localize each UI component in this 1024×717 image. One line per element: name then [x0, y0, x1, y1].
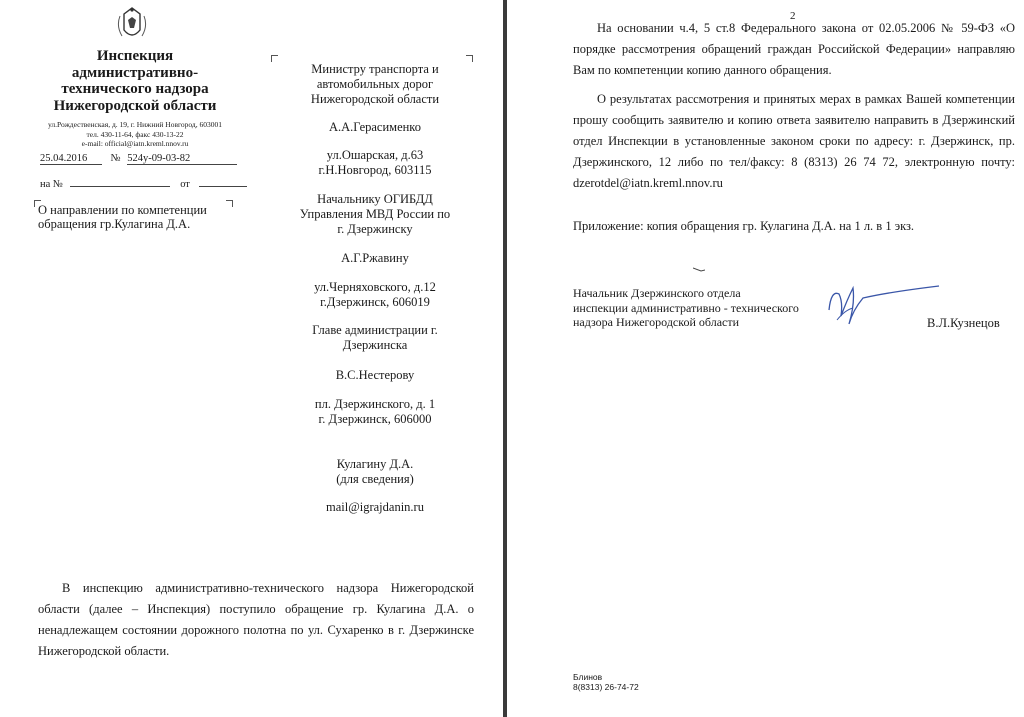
executor-info: Блинов 8(8313) 26-74-72: [573, 672, 639, 692]
signer-name: В.Л.Кузнецов: [927, 316, 1000, 330]
organization-name: Инспекция административно- технического надзора Нижегородской области: [53, 48, 217, 114]
signer-title: Начальник Дзержинского отдела инспекции административно - технического надзора Нижегородской области: [573, 286, 799, 329]
recipient-block-4: Кулагину Д.А. (для сведения): [336, 457, 414, 486]
registration-no-label: №: [110, 153, 121, 164]
recipient-address-2: ул.Черняховского, д.12 г.Дзержинск, 606019: [314, 280, 436, 309]
recipient-block-3: Главе администрации г. Дзержинска: [312, 323, 438, 352]
recipient-address-3: пл. Дзержинского, д. 1 г. Дзержинск, 606000: [314, 397, 436, 426]
on-no-label: на №: [40, 179, 63, 190]
tick-mark: [693, 262, 705, 278]
recipient-name-2: А.Г.Ржавину: [341, 251, 409, 265]
paragraph-request: О результатах рассмотрения и принятых мерах в рамках Вашей компетенции прошу сообщить заявителю и копию ответа заявителю направить в Дзержинский отдел Инспекции в установленные законом сроки по адресу: г. Дзержинск, пр. Дзержинского, 12 либо по тел/факсу: 8 (8313) 26 74 72, электронную почту: dzerotdel@iatn.kreml.nnov.ru: [573, 92, 1015, 190]
signature-scribble: [819, 280, 949, 340]
letter-page-2: [507, 0, 1024, 717]
letter-page-1: [0, 0, 503, 717]
registration-line: [40, 153, 237, 165]
recipient-name-1: А.А.Герасименко: [329, 120, 421, 134]
page-number: 2: [790, 10, 796, 22]
recipient-name-3: В.С.Нестерову: [335, 368, 415, 382]
on-no-field: [70, 176, 170, 187]
registration-number: 524у-09-03-82: [127, 153, 237, 165]
recipient-block-1: Министру транспорта и автомобильных дорог Нижегородской области: [310, 62, 440, 106]
recipient-email: mail@igrajdanin.ru: [326, 500, 424, 514]
coat-of-arms-icon: [110, 6, 154, 46]
from-label: от: [180, 179, 190, 190]
recipient-block-2: Начальнику ОГИБДД Управления МВД России по г. Дзержинску: [299, 192, 451, 236]
registration-date: 25.04.2016: [40, 153, 102, 165]
body-paragraph: В инспекцию административно-технического надзора Нижегородской области (далее – Инспекция) поступило обращение гр. Кулагина Д.А. о ненадлежащем состоянии дорожного полотна по ул. Сухаренко в г. Дзержинске Нижегородской области.: [38, 581, 474, 658]
paragraph-basis: На основании ч.4, 5 ст.8 Федерального закона от 02.05.2006 № 59-ФЗ «О порядке рассмотрения обращений граждан Российской Федерации» направляю Вам по компетенции копию данного обращения.: [573, 21, 1015, 77]
subject-line: О направлении по компетенции обращения гр.Кулагина Д.А.: [38, 203, 207, 231]
recipient-address-1: ул.Ошарская, д.63 г.Н.Новгород, 603115: [318, 148, 432, 177]
recipient-corner-left: [271, 55, 278, 62]
from-field: [199, 176, 247, 187]
recipient-corner-right: [466, 55, 473, 62]
reply-reference-line: [40, 176, 247, 190]
organization-address: ул.Рождественская, д. 19, г. Нижний Новгород, 603001 тел. 430-11-64, факс 430-13-22 e-mail: official@iatn.kreml.nnov.ru: [48, 120, 222, 148]
attachment-line: Приложение: копия обращения гр. Кулагина Д.А. на 1 л. в 1 экз.: [573, 219, 915, 233]
